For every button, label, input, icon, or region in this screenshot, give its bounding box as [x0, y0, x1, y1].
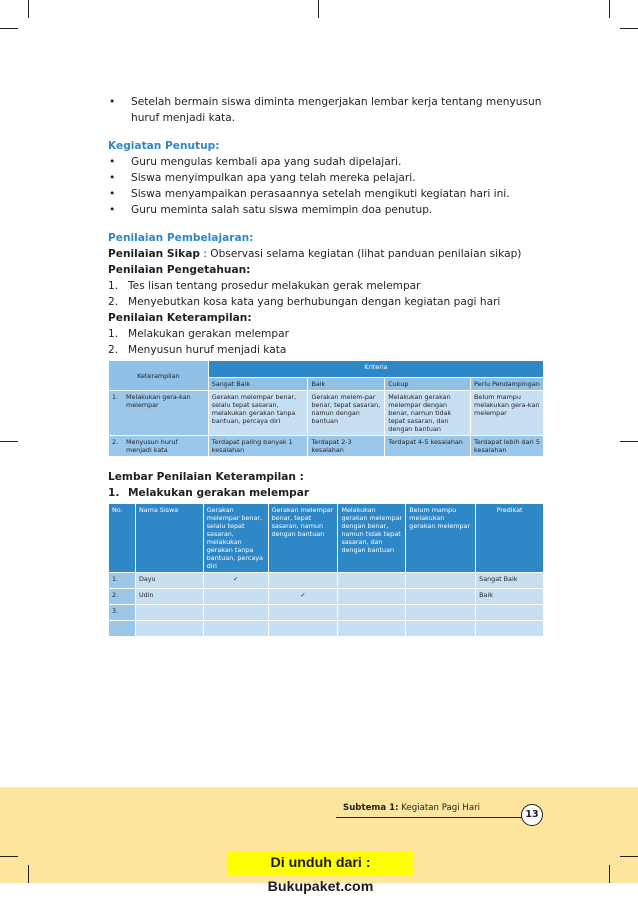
table-cell: Udin	[135, 589, 203, 605]
col-header: Gerakan melempar benar, selalu tepat sasaran, melakukan gerakan tanpa bantuan, percaya diri	[203, 504, 268, 573]
table-cell: 1. Melakukan gera-kan melempar	[109, 391, 209, 436]
level-header: Perlu Pendampingan	[471, 378, 544, 391]
table-cell	[476, 605, 544, 621]
crop-mark	[0, 856, 18, 857]
table-cell	[135, 621, 203, 637]
subtema-label: Subtema 1: Kegiatan Pagi Hari	[343, 803, 480, 813]
crop-mark	[609, 0, 610, 18]
crop-mark	[318, 0, 319, 18]
level-header: Baik	[308, 378, 385, 391]
crop-mark	[620, 28, 638, 29]
table-cell	[338, 589, 406, 605]
table-cell	[406, 589, 476, 605]
table-cell: Gerakan melempar benar, selalu tepat sasaran, melakukan gerakan tanpa bantuan, percaya diri	[208, 391, 308, 436]
check-cell	[268, 605, 338, 621]
table-cell: 2. Menyusun huruf menjadi kata	[109, 436, 209, 457]
table-header-row	[109, 504, 544, 573]
list-item: • Guru meminta salah satu siswa memimpin doa penutup.	[109, 204, 433, 216]
table-cell	[109, 621, 136, 637]
table-cell	[338, 621, 406, 637]
crop-mark	[620, 856, 638, 857]
table-cell	[135, 605, 203, 621]
table-cell: 2.	[109, 589, 136, 605]
crop-mark	[28, 0, 29, 18]
list-item: 2. Menyebutkan kosa kata yang berhubungan dengan kegiatan pagi hari	[108, 296, 501, 308]
check-cell	[268, 621, 338, 637]
check-cell	[268, 573, 338, 589]
table-cell: Belum mampu melakukan gera-kan melempar	[471, 391, 544, 436]
table-cell	[338, 605, 406, 621]
lembar-title: Lembar Penilaian Keterampilan :	[108, 471, 304, 483]
col-kriteria: Kriteria	[208, 361, 543, 378]
list-item: • Siswa menyampaikan perasaannya setelah mengikuti kegiatan hari ini.	[109, 188, 510, 200]
crop-mark	[609, 865, 610, 883]
assessment-sheet-table	[108, 503, 544, 637]
table-cell	[406, 605, 476, 621]
penilaian-pengetahuan-label: Penilaian Pengetahuan:	[108, 264, 251, 276]
list-item: • Guru mengulas kembali apa yang sudah dipelajari.	[109, 156, 402, 168]
table-cell: Gerakan melem-par benar, tepat sasaran, namun dengan bantuan	[308, 391, 385, 436]
download-banner: Di unduh dari : Bukupaket.com	[227, 851, 414, 875]
table-cell: Terdapat 2-3 kesalahan	[308, 436, 385, 457]
crop-mark	[0, 28, 18, 29]
table-cell: Terdapat 4-5 kesalahan	[385, 436, 471, 457]
check-cell: ✓	[203, 573, 268, 589]
lembar-subtitle: 1. Melakukan gerakan melempar	[108, 487, 310, 499]
table-cell: Terdapat lebih dari 5 kesalahan	[471, 436, 544, 457]
table-cell: Sangat Baik	[476, 573, 544, 589]
table-row	[109, 436, 544, 457]
check-cell	[203, 621, 268, 637]
crop-mark	[0, 441, 18, 442]
table-cell: 3.	[109, 605, 136, 621]
table-cell: 1.	[109, 573, 136, 589]
footer-divider	[336, 817, 526, 818]
page-number: 13	[521, 804, 543, 826]
penilaian-sikap: Penilaian Sikap : Observasi selama kegiatan (lihat panduan penilaian sikap)	[108, 248, 522, 260]
penilaian-heading: Penilaian Pembelajaran:	[108, 232, 254, 244]
col-header: Belum mampu melakukan gerakan melempar	[406, 504, 476, 573]
table-cell: Dayu	[135, 573, 203, 589]
list-item: 1. Melakukan gerakan melempar	[108, 328, 289, 340]
list-item: 1. Tes lisan tentang prosedur melakukan gerak melempar	[108, 280, 421, 292]
penilaian-keterampilan-label: Penilaian Keterampilan:	[108, 312, 252, 324]
level-header: Cukup	[385, 378, 471, 391]
col-header: Gerakan melempar benar, tepat sasaran, namun dengan bantuan	[268, 504, 338, 573]
col-header: Predikat	[476, 504, 544, 573]
table-cell	[406, 621, 476, 637]
table-row	[109, 605, 544, 621]
check-cell	[203, 605, 268, 621]
check-cell: ✓	[268, 589, 338, 605]
level-header: Sangat Baik	[208, 378, 308, 391]
table-row	[109, 589, 544, 605]
col-header: No.	[109, 504, 136, 573]
page-content	[108, 94, 548, 637]
table-cell	[406, 573, 476, 589]
table-row	[109, 573, 544, 589]
table-row	[109, 621, 544, 637]
check-cell	[203, 589, 268, 605]
table-cell	[338, 573, 406, 589]
table-cell	[476, 621, 544, 637]
col-header: Nama Siswa	[135, 504, 203, 573]
crop-mark	[28, 865, 29, 883]
rubric-table	[108, 360, 544, 457]
table-row	[109, 391, 544, 436]
list-item: • Siswa menyimpulkan apa yang telah mereka pelajari.	[109, 172, 416, 184]
list-item: 2. Menyusun huruf menjadi kata	[108, 344, 287, 356]
intro-bullet: • Setelah bermain siswa diminta mengerjakan lembar kerja tentang menyusun huruf menjadi kata.	[109, 96, 542, 124]
table-cell: Melakukan gerakan melempar dengan benar, namun tidak tepat sasaran, dan dengan bantuan	[385, 391, 471, 436]
penutup-heading: Kegiatan Penutup:	[108, 140, 220, 152]
table-cell: Baik	[476, 589, 544, 605]
table-cell: Terdapat paling banyak 1 kesalahan	[208, 436, 308, 457]
crop-mark	[620, 441, 638, 442]
col-header: Melakukan gerakan melempar dengan benar, namun tidak tepat sasaran, dan dengan bantuan	[338, 504, 406, 573]
col-keterampilan: Keterampilan	[109, 361, 209, 391]
